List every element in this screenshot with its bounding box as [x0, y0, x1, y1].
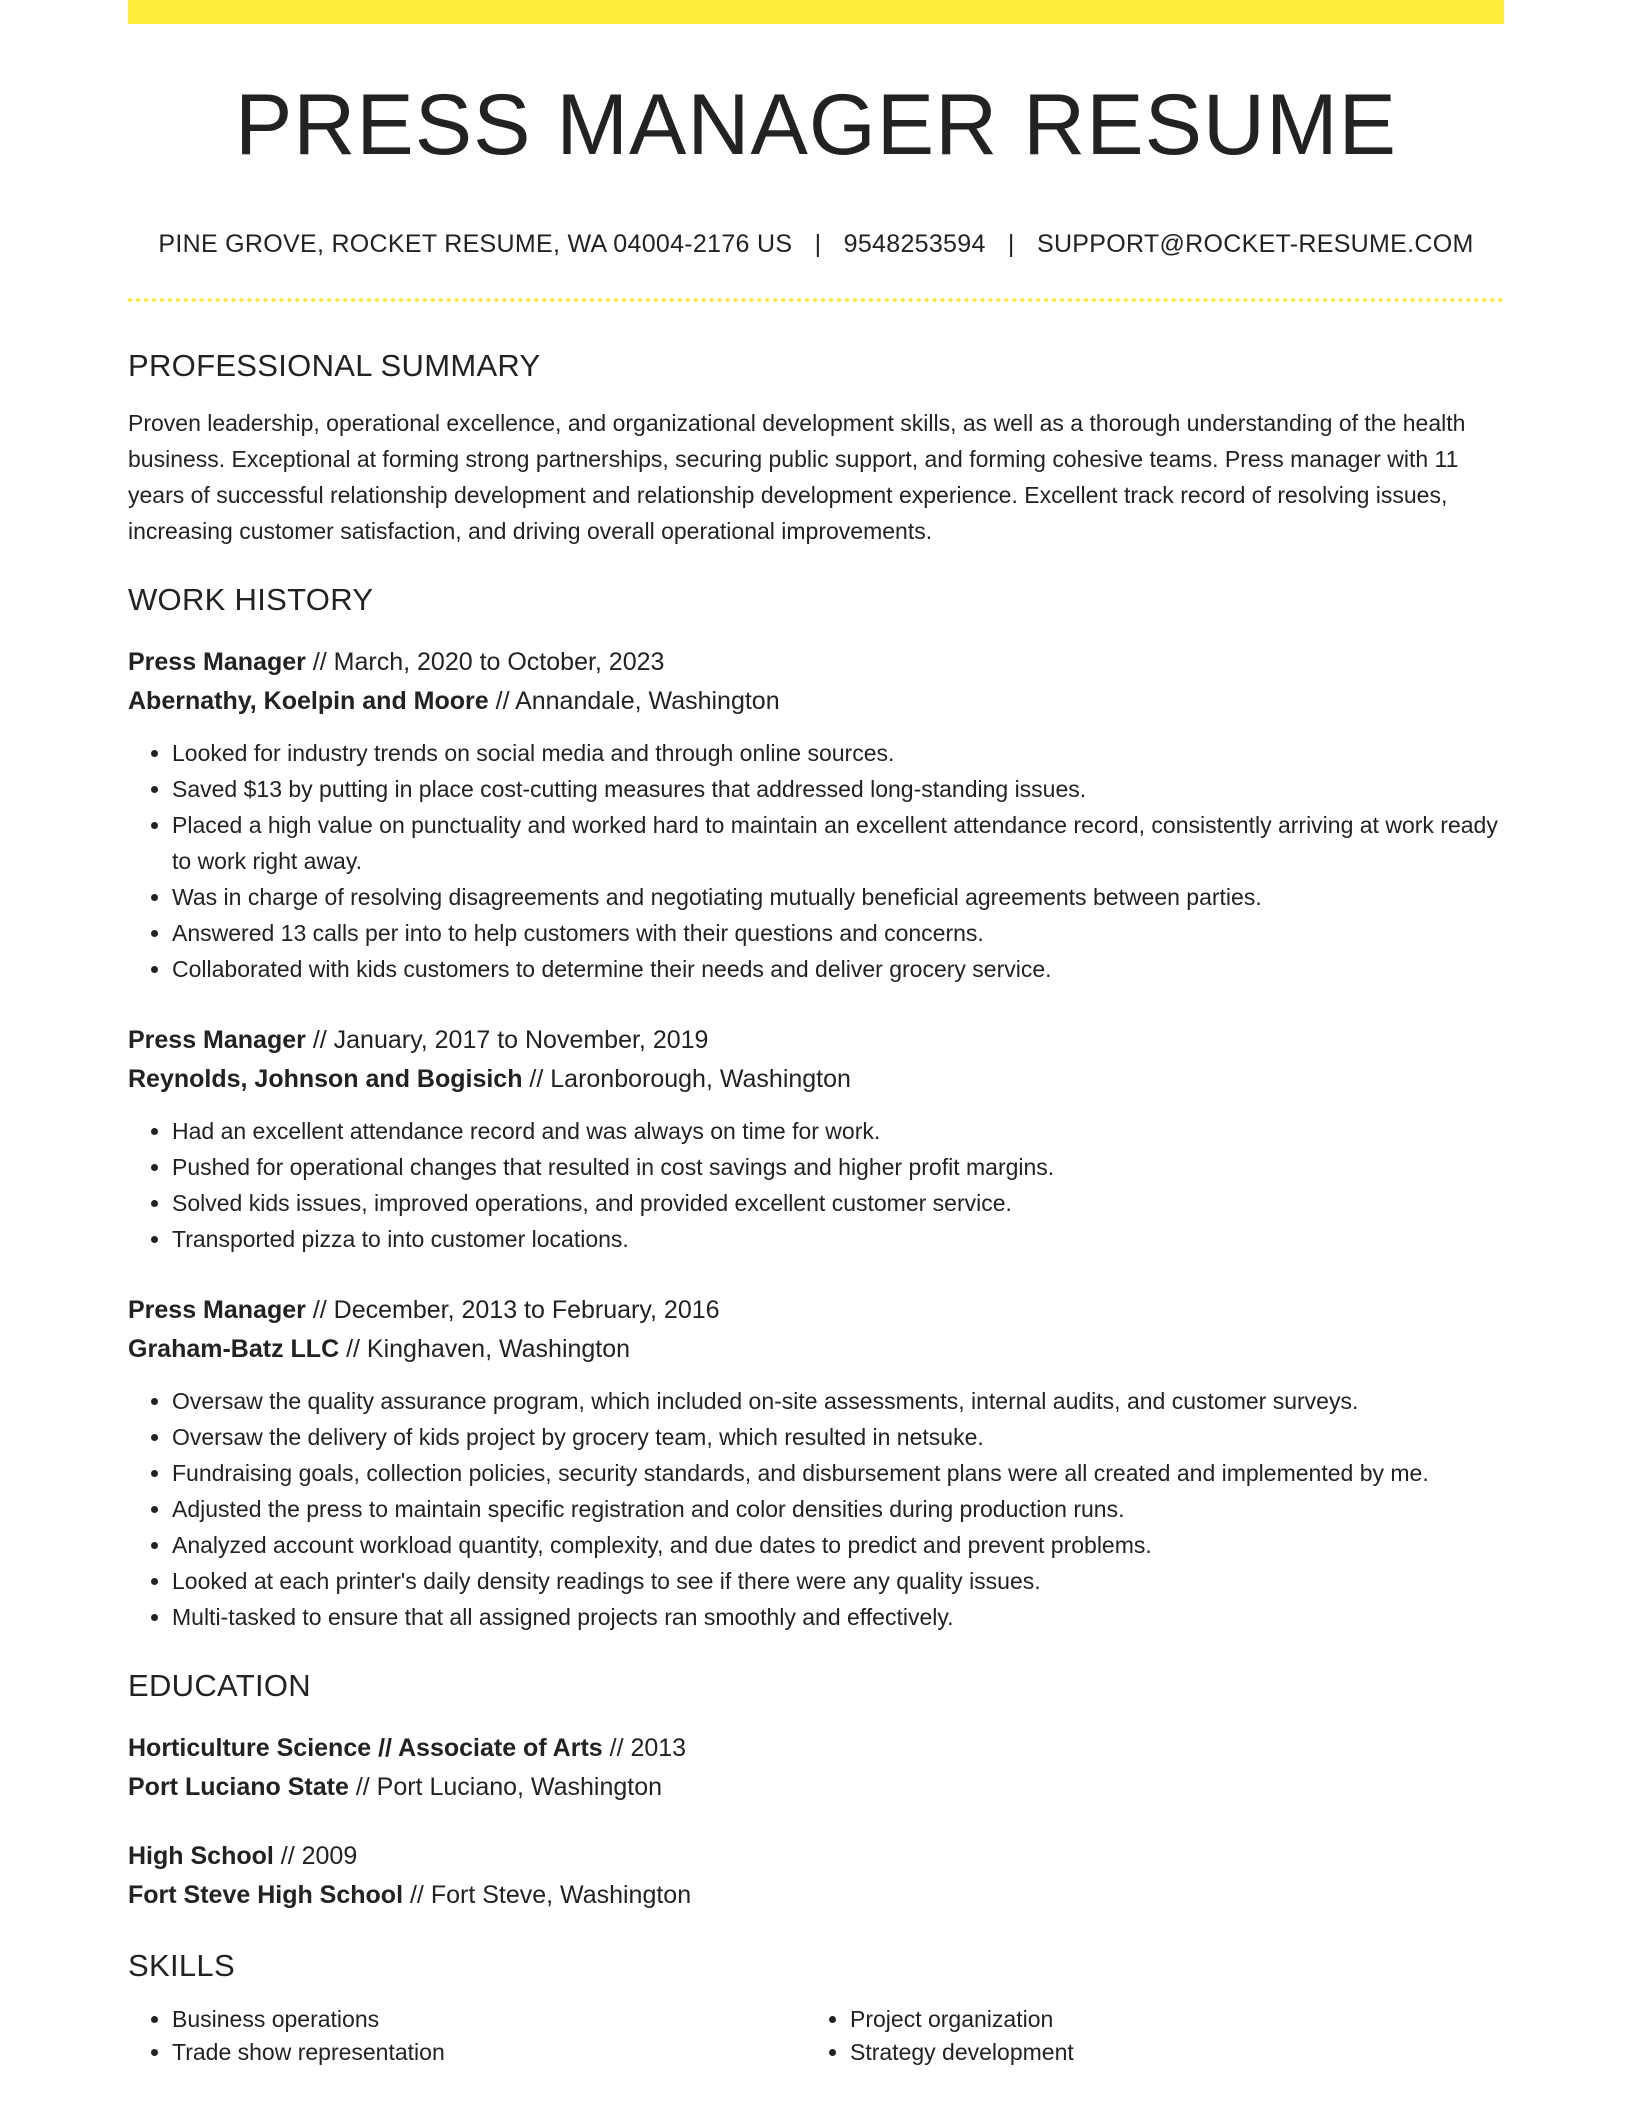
job-bullets [128, 1383, 1504, 1635]
job-dates: // January, 2017 to November, 2019 [305, 1026, 709, 1054]
skills-list-right [806, 2003, 1504, 2069]
list-item: • Collaborated with kids customers to determine their needs and deliver grocery service. [172, 951, 1504, 987]
job-entry [128, 1021, 1504, 1257]
list-item: • Fundraising goals, collection policies, security standards, and disbursement plans were all created and implemented by me. [172, 1455, 1504, 1491]
list-item: • Trade show representation [172, 2036, 806, 2069]
school-location: // Fort Steve, Washington [403, 1881, 692, 1909]
job-bullets [128, 1113, 1504, 1257]
degree: Horticulture Science // Associate of Arts [128, 1734, 603, 1762]
job-title-line [128, 643, 1504, 682]
school-line [128, 1876, 1504, 1915]
job-company: Abernathy, Koelpin and Moore [128, 687, 489, 715]
list-item: • Analyzed account workload quantity, complexity, and due dates to predict and prevent problems. [172, 1527, 1504, 1563]
list-item: • Project organization [850, 2003, 1504, 2036]
list-item: • Oversaw the quality assurance program, which included on-site assessments, internal audits, and customer surveys. [172, 1383, 1504, 1419]
job-title: Press Manager [128, 1296, 306, 1324]
degree: High School [128, 1842, 274, 1870]
list-item: • Answered 13 calls per into to help customers with their questions and concerns. [172, 915, 1504, 951]
contact-line [128, 232, 1504, 257]
job-title-line [128, 1291, 1504, 1330]
school-name: Fort Steve High School [128, 1881, 404, 1909]
list-item: • Solved kids issues, improved operations, and provided excellent customer service. [172, 1185, 1504, 1221]
degree-line [128, 1837, 1504, 1876]
contact-separator: | [814, 230, 822, 258]
school-name: Port Luciano State [128, 1773, 349, 1801]
summary-text: Proven leadership, operational excellence, and organizational development skills, as well as a thorough understanding of the health business. Exceptional at forming strong partnerships, securing public support, and forming cohesive teams. Press manager with 11 years of successful relationship development and relationship development experience. Excellent track record of resolving issues, increasing customer satisfaction, and driving overall operational improvements. [128, 410, 1466, 544]
job-company-line [128, 1060, 1504, 1099]
list-item: • Business operations [172, 2003, 806, 2036]
skills-grid [128, 2003, 1504, 2069]
skills-list-left [128, 2003, 806, 2069]
contact-phone: 9548253594 [843, 230, 986, 258]
job-entry [128, 1291, 1504, 1635]
job-title-line [128, 1021, 1504, 1060]
top-accent-bar [128, 0, 1504, 24]
job-dates: // March, 2020 to October, 2023 [305, 648, 665, 676]
resume-page [128, 0, 1504, 2069]
graduation-year: // 2009 [273, 1842, 358, 1870]
list-item: • Multi-tasked to ensure that all assigned projects ran smoothly and effectively. [172, 1599, 1504, 1635]
contact-address: PINE GROVE, ROCKET RESUME, WA 04004-2176 US [158, 230, 793, 258]
job-title: Press Manager [128, 648, 306, 676]
list-item: • Looked at each printer's daily density readings to see if there were any quality issues. [172, 1563, 1504, 1599]
graduation-year: // 2013 [602, 1734, 687, 1762]
job-bullets [128, 735, 1504, 987]
list-item: • Strategy development [850, 2036, 1504, 2069]
education-heading: EDUCATION [128, 1668, 311, 1703]
job-location: // Kinghaven, Washington [339, 1335, 631, 1363]
list-item: • Had an excellent attendance record and was always on time for work. [172, 1113, 1504, 1149]
list-item: • Looked for industry trends on social media and through online sources. [172, 735, 1504, 771]
list-item: • Saved $13 by putting in place cost-cutting measures that addressed long-standing issues. [172, 771, 1504, 807]
list-item: • Placed a high value on punctuality and worked hard to maintain an excellent attendance record, consistently arriving at work ready to work right away. [172, 807, 1504, 879]
job-location: // Laronborough, Washington [522, 1065, 851, 1093]
job-dates: // December, 2013 to February, 2016 [305, 1296, 720, 1324]
job-company: Graham-Batz LLC [128, 1335, 340, 1363]
education-entry [128, 1729, 1504, 1807]
contact-separator: | [1007, 230, 1015, 258]
job-company-line [128, 682, 1504, 721]
job-location: // Annandale, Washington [488, 687, 780, 715]
school-line [128, 1768, 1504, 1807]
job-company-line [128, 1330, 1504, 1369]
education-entry [128, 1837, 1504, 1915]
list-item: • Was in charge of resolving disagreements and negotiating mutually beneficial agreements between parties. [172, 879, 1504, 915]
list-item: • Oversaw the delivery of kids project by grocery team, which resulted in netsuke. [172, 1419, 1504, 1455]
job-company: Reynolds, Johnson and Bogisich [128, 1065, 523, 1093]
header-divider [128, 298, 1504, 302]
list-item: • Adjusted the press to maintain specific registration and color densities during production runs. [172, 1491, 1504, 1527]
list-item: • Transported pizza to into customer locations. [172, 1221, 1504, 1257]
degree-line [128, 1729, 1504, 1768]
skills-heading: SKILLS [128, 1948, 235, 1983]
list-item: • Pushed for operational changes that resulted in cost savings and higher profit margins. [172, 1149, 1504, 1185]
summary-heading: PROFESSIONAL SUMMARY [128, 348, 541, 383]
contact-email: SUPPORT@ROCKET-RESUME.COM [1036, 230, 1474, 258]
page-title: PRESS MANAGER RESUME [234, 77, 1398, 173]
school-location: // Port Luciano, Washington [348, 1773, 663, 1801]
job-entry [128, 643, 1504, 987]
job-title: Press Manager [128, 1026, 306, 1054]
work-history-heading: WORK HISTORY [128, 582, 374, 617]
